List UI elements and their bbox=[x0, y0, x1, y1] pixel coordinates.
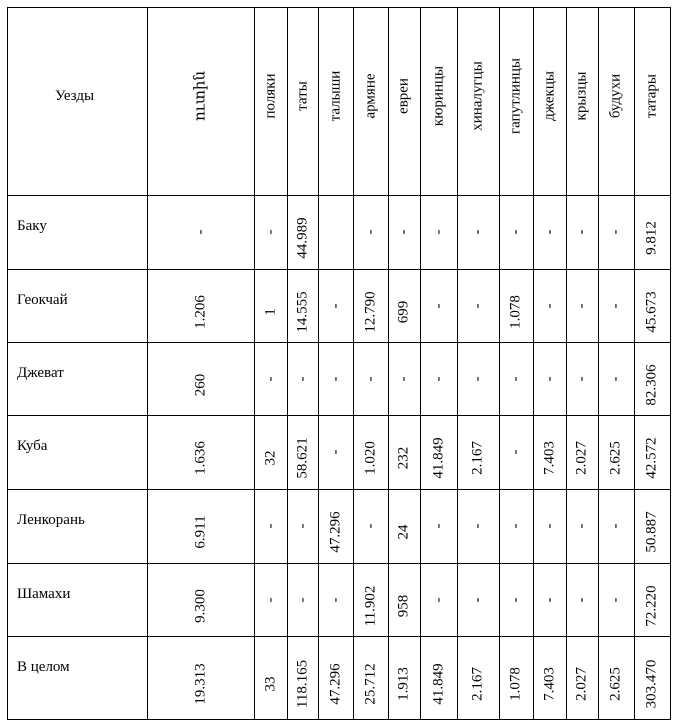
cell-value: - bbox=[469, 376, 486, 381]
grid-line-vertical bbox=[670, 7, 671, 720]
cell-value: - bbox=[294, 376, 310, 381]
table-cell bbox=[287, 563, 318, 636]
cell-value: - bbox=[507, 376, 524, 381]
cell-value: - bbox=[327, 376, 343, 381]
table-cell bbox=[566, 195, 598, 269]
cell-value: 1.636 bbox=[192, 441, 208, 475]
cell-value: - bbox=[573, 523, 590, 529]
cell-value: 699 bbox=[395, 300, 412, 323]
table-cell bbox=[318, 342, 353, 415]
cell-value: 42.572 bbox=[643, 437, 660, 479]
cell-value: - bbox=[607, 229, 624, 235]
cell-value: 47.296 bbox=[327, 511, 343, 553]
cell-value: - bbox=[573, 376, 590, 381]
cell-value: - bbox=[541, 597, 557, 602]
cell-value: - bbox=[362, 376, 378, 381]
row-header-cell bbox=[7, 636, 147, 719]
cell-value: 958 bbox=[395, 594, 412, 617]
table-cell bbox=[420, 195, 457, 269]
table-cell bbox=[499, 415, 533, 489]
cell-value: - bbox=[573, 229, 590, 235]
table-cell bbox=[388, 269, 420, 342]
cell-value: - bbox=[395, 376, 412, 381]
table-cell bbox=[457, 195, 499, 269]
row-header-cell bbox=[7, 563, 147, 636]
column-header-label: джекцы bbox=[541, 71, 557, 121]
cell-value: 58.621 bbox=[294, 437, 310, 479]
cell-value: - bbox=[262, 376, 278, 381]
table-cell bbox=[420, 342, 457, 415]
row-header-cell bbox=[7, 195, 147, 269]
cell-value: 11.902 bbox=[362, 585, 378, 626]
cell-value: - bbox=[607, 597, 624, 602]
column-header-cell bbox=[598, 7, 634, 195]
cell-value: - bbox=[469, 597, 486, 602]
table-cell bbox=[147, 415, 254, 489]
cell-value: - bbox=[294, 523, 310, 529]
cell-value: 41.849 bbox=[430, 437, 446, 479]
cell-value: - bbox=[327, 303, 343, 308]
cell-value: - bbox=[541, 376, 557, 381]
cell-value: 82.306 bbox=[643, 363, 660, 406]
table-cell bbox=[420, 269, 457, 342]
column-header-cell bbox=[388, 7, 420, 195]
table-cell bbox=[147, 342, 254, 415]
cell-value: 32 bbox=[262, 450, 278, 466]
column-header-cell bbox=[318, 7, 353, 195]
cell-value: - bbox=[430, 597, 446, 602]
table-cell bbox=[566, 636, 598, 719]
table-cell bbox=[287, 489, 318, 563]
table-cell bbox=[533, 489, 566, 563]
cell-value: 260 bbox=[192, 373, 208, 396]
table-cell bbox=[499, 269, 533, 342]
table-cell bbox=[388, 489, 420, 563]
cell-value: 19.313 bbox=[192, 662, 208, 705]
cell-value: 9.300 bbox=[192, 588, 208, 623]
cell-value: - bbox=[469, 229, 486, 235]
table-cell bbox=[353, 636, 388, 719]
table-cell bbox=[598, 563, 634, 636]
table-cell bbox=[254, 563, 287, 636]
table-cell bbox=[420, 636, 457, 719]
column-header-label: ուտին bbox=[192, 71, 208, 121]
table-cell bbox=[598, 195, 634, 269]
table-cell bbox=[353, 269, 388, 342]
table-cell bbox=[598, 342, 634, 415]
column-header-cell bbox=[457, 7, 499, 195]
table-cell bbox=[634, 489, 670, 563]
table-cell bbox=[457, 563, 499, 636]
cell-value: 6.911 bbox=[192, 515, 208, 549]
cell-value: 45.673 bbox=[643, 290, 660, 333]
grid-line-horizontal bbox=[7, 719, 671, 720]
table-cell bbox=[318, 269, 353, 342]
cell-value: 47.296 bbox=[327, 662, 343, 705]
column-header-label: армяне bbox=[362, 73, 378, 119]
table-cell bbox=[499, 489, 533, 563]
table-cell bbox=[388, 195, 420, 269]
cell-value: 2.167 bbox=[469, 441, 486, 475]
cell-value: - bbox=[507, 597, 524, 602]
table-cell bbox=[388, 636, 420, 719]
table-cell bbox=[318, 563, 353, 636]
table-cell bbox=[533, 342, 566, 415]
cell-value: 7.403 bbox=[541, 666, 557, 701]
column-header-cell bbox=[566, 7, 598, 195]
cell-value: 14.555 bbox=[294, 290, 310, 333]
column-header-label: татары bbox=[643, 74, 660, 118]
table-cell bbox=[353, 415, 388, 489]
column-header-cell bbox=[420, 7, 457, 195]
cell-value: - bbox=[430, 229, 446, 235]
column-header-label: хиналугцы bbox=[469, 61, 486, 131]
table-cell bbox=[287, 342, 318, 415]
row-name: Ленкорань bbox=[17, 512, 85, 528]
table-cell bbox=[457, 489, 499, 563]
column-header-label: крызцы bbox=[573, 71, 590, 121]
table-cell bbox=[388, 563, 420, 636]
cell-value: - bbox=[573, 597, 590, 602]
table-cell bbox=[566, 269, 598, 342]
cell-value: - bbox=[507, 449, 524, 455]
table-cell bbox=[254, 195, 287, 269]
cell-value: 50.887 bbox=[643, 511, 660, 553]
cell-value: 12.790 bbox=[362, 290, 378, 333]
cell-value: 118.165 bbox=[294, 659, 310, 708]
cell-value: - bbox=[192, 229, 208, 235]
table-cell bbox=[457, 415, 499, 489]
cell-value: - bbox=[507, 523, 524, 529]
column-header-cell bbox=[147, 7, 254, 195]
table-cell bbox=[499, 563, 533, 636]
cell-value: - bbox=[327, 449, 343, 455]
table-cell bbox=[254, 342, 287, 415]
cell-value: 1.913 bbox=[395, 666, 412, 701]
table-cell bbox=[254, 269, 287, 342]
table-cell bbox=[634, 563, 670, 636]
cell-value: 24 bbox=[395, 524, 412, 540]
table-cell bbox=[566, 489, 598, 563]
table-cell bbox=[420, 563, 457, 636]
table-cell bbox=[634, 195, 670, 269]
cell-value: - bbox=[573, 303, 590, 308]
cell-value: 2.625 bbox=[607, 441, 624, 475]
cell-value: 41.849 bbox=[430, 662, 446, 705]
table-cell bbox=[499, 342, 533, 415]
table-cell bbox=[457, 636, 499, 719]
cell-value: 303.470 bbox=[643, 659, 660, 708]
cell-value: - bbox=[430, 376, 446, 381]
table-cell bbox=[254, 415, 287, 489]
table-cell bbox=[318, 489, 353, 563]
table-cell bbox=[287, 195, 318, 269]
cell-value: - bbox=[541, 523, 557, 529]
header-corner-cell bbox=[7, 7, 147, 195]
table-cell bbox=[566, 563, 598, 636]
cell-value: - bbox=[430, 523, 446, 529]
column-header-cell bbox=[254, 7, 287, 195]
cell-value: 33 bbox=[262, 676, 278, 691]
table-cell bbox=[353, 342, 388, 415]
cell-value: 7.403 bbox=[541, 441, 557, 475]
column-header-cell bbox=[287, 7, 318, 195]
row-name: Шамахи bbox=[17, 586, 71, 602]
cell-value: 2.167 bbox=[469, 666, 486, 701]
table-cell bbox=[533, 563, 566, 636]
table-cell bbox=[533, 195, 566, 269]
cell-value: - bbox=[262, 523, 278, 529]
table-cell bbox=[287, 415, 318, 489]
table-cell bbox=[318, 415, 353, 489]
table-cell bbox=[318, 195, 353, 269]
row-name: В целом bbox=[17, 659, 70, 675]
cell-value: - bbox=[607, 376, 624, 381]
cell-value: 1.206 bbox=[192, 294, 208, 329]
table-cell bbox=[533, 636, 566, 719]
column-header-cell bbox=[499, 7, 533, 195]
cell-value: 1.078 bbox=[507, 666, 524, 701]
table-cell bbox=[287, 269, 318, 342]
cell-value: 72.220 bbox=[643, 584, 660, 627]
cell-value: - bbox=[430, 303, 446, 308]
row-name: Куба bbox=[17, 438, 48, 454]
column-header-cell bbox=[533, 7, 566, 195]
table-cell bbox=[254, 636, 287, 719]
table-cell bbox=[147, 636, 254, 719]
table-cell bbox=[566, 342, 598, 415]
table-cell bbox=[634, 415, 670, 489]
table-cell bbox=[533, 269, 566, 342]
cell-value: - bbox=[362, 229, 378, 235]
table-cell bbox=[457, 342, 499, 415]
table-cell bbox=[353, 563, 388, 636]
table-cell bbox=[566, 415, 598, 489]
cell-value: - bbox=[541, 303, 557, 308]
cell-value: 2.625 bbox=[607, 666, 624, 701]
cell-value: 25.712 bbox=[362, 662, 378, 705]
table-cell bbox=[598, 269, 634, 342]
cell-value: 232 bbox=[395, 446, 412, 470]
row-name: Баку bbox=[17, 218, 47, 234]
cell-value: 1.078 bbox=[507, 294, 524, 329]
column-header-label: будухи bbox=[607, 73, 624, 119]
table-cell bbox=[499, 195, 533, 269]
column-header-label: таты bbox=[294, 81, 310, 111]
column-header-label: талыши bbox=[327, 70, 343, 122]
table-cell bbox=[420, 415, 457, 489]
table-cell bbox=[147, 563, 254, 636]
cell-value: 44.989 bbox=[294, 217, 310, 259]
table-cell bbox=[147, 195, 254, 269]
cell-value: 9.812 bbox=[643, 221, 660, 255]
cell-value: - bbox=[362, 523, 378, 529]
table-cell bbox=[634, 342, 670, 415]
cell-value: - bbox=[469, 523, 486, 529]
table-cell bbox=[318, 636, 353, 719]
table-cell bbox=[499, 636, 533, 719]
column-header-label: евреи bbox=[395, 78, 412, 114]
header-corner-label: Уезды bbox=[55, 88, 95, 104]
table-cell bbox=[388, 342, 420, 415]
cell-value: - bbox=[327, 597, 343, 602]
cell-value: - bbox=[507, 229, 524, 235]
cell-value: 1 bbox=[262, 307, 278, 316]
table-cell bbox=[147, 269, 254, 342]
cell-value: - bbox=[541, 229, 557, 235]
cell-value: - bbox=[294, 597, 310, 602]
table-cell bbox=[634, 636, 670, 719]
table-cell bbox=[254, 489, 287, 563]
row-header-cell bbox=[7, 489, 147, 563]
table-cell bbox=[598, 489, 634, 563]
table-cell bbox=[147, 489, 254, 563]
table-cell bbox=[388, 415, 420, 489]
table-cell bbox=[598, 636, 634, 719]
table-cell bbox=[353, 489, 388, 563]
table-cell bbox=[353, 195, 388, 269]
table-cell bbox=[634, 269, 670, 342]
table-cell bbox=[598, 415, 634, 489]
column-header-cell bbox=[634, 7, 670, 195]
table-cell bbox=[457, 269, 499, 342]
row-header-cell bbox=[7, 415, 147, 489]
column-header-cell bbox=[353, 7, 388, 195]
cell-value: 1.020 bbox=[362, 441, 378, 475]
table-cell bbox=[287, 636, 318, 719]
cell-value: - bbox=[607, 523, 624, 529]
cell-value: 2.027 bbox=[573, 666, 590, 701]
column-header-label: поляки bbox=[262, 73, 278, 119]
cell-value: - bbox=[395, 229, 412, 235]
row-name: Джеват bbox=[17, 365, 64, 381]
table-cell bbox=[533, 415, 566, 489]
column-header-label: гапутлинцы bbox=[507, 58, 524, 134]
column-header-label: кюринцы bbox=[430, 65, 446, 127]
cell-value: - bbox=[607, 303, 624, 308]
cell-value: - bbox=[262, 229, 278, 235]
row-name: Геокчай bbox=[17, 292, 68, 308]
cell-value: 2.027 bbox=[573, 441, 590, 475]
row-header-cell bbox=[7, 269, 147, 342]
row-header-cell bbox=[7, 342, 147, 415]
cell-value: - bbox=[262, 597, 278, 602]
table-cell bbox=[420, 489, 457, 563]
cell-value: - bbox=[469, 303, 486, 308]
